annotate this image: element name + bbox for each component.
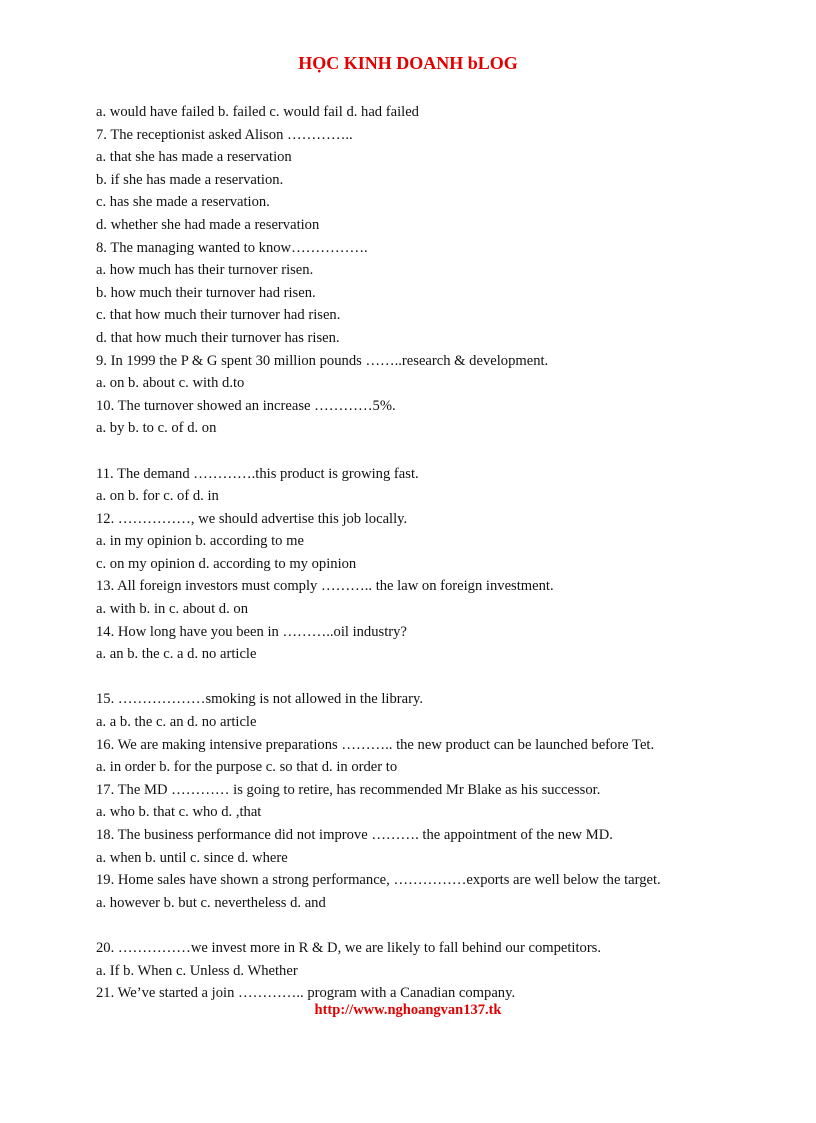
page-title: HỌC KINH DOANH bLOG	[298, 53, 518, 73]
question-text: 20. ……………we invest more in R & D, we are likely to fall behind our competitors.	[96, 939, 602, 956]
answer-options: c. on my opinion d. according to my opinion	[96, 555, 357, 572]
question-text: 19. Home sales have shown a strong performance, ……………exports are well below the target.	[96, 872, 661, 889]
blank-line	[96, 914, 776, 937]
blank-line	[96, 440, 776, 463]
answer-options: a. when b. until c. since d. where	[96, 849, 288, 866]
answer-options: a. with b. in c. about d. on	[96, 601, 248, 618]
question-text: 10. The turnover showed an increase …………5%.	[96, 397, 396, 414]
question-text: 15. ………………smoking is not allowed in the library.	[96, 691, 423, 708]
question-text: 18. The business performance did not improve ………. the appointment of the new MD.	[96, 827, 613, 843]
question-text: 9. In 1999 the P & G spent 30 million pounds ……..research & development.	[96, 352, 549, 369]
answer-options: a. that she has made a reservation	[96, 149, 292, 166]
answer-options: c. has she made a reservation.	[96, 194, 270, 211]
answer-options: a. who b. that c. who d. ,that	[96, 804, 262, 821]
document-body	[96, 101, 776, 1005]
answer-options: b. if she has made a reservation.	[96, 171, 284, 188]
answer-options: a. however b. but c. nevertheless d. and	[96, 894, 326, 911]
question-text: 16. We are making intensive preparations ……….. the new product can be launched before Tet.	[96, 736, 655, 753]
answer-options: c. that how much their turnover had risen.	[96, 307, 341, 324]
answer-options: a. would have failed b. failed c. would fail d. had failed	[96, 104, 419, 120]
answer-options: a. in order b. for the purpose c. so that d. in order to	[96, 759, 398, 776]
answer-options: a. how much has their turnover risen.	[96, 262, 314, 279]
answer-options: a. in my opinion b. according to me	[96, 533, 304, 550]
answer-options: d. that how much their turnover has risen.	[96, 329, 340, 346]
answer-options: a. on b. about c. with d.to	[96, 375, 245, 392]
question-text: 8. The managing wanted to know…………….	[96, 239, 368, 256]
question-text: 13. All foreign investors must comply ……….. the law on foreign investment.	[96, 578, 554, 595]
answer-options: a. on b. for c. of d. in	[96, 488, 219, 505]
question-text: 21. We’ve started a join ………….. program with a Canadian company.	[96, 985, 516, 1002]
blank-line	[96, 666, 776, 689]
question-text: 12. ……………, we should advertise this job locally.	[96, 510, 408, 527]
question-text: 7. The receptionist asked Alison …………..	[96, 126, 353, 143]
answer-options: d. whether she had made a reservation	[96, 216, 320, 233]
footer-link[interactable]: http://www.nghoangvan137.tk	[314, 1002, 502, 1018]
question-text: 17. The MD ………… is going to retire, has recommended Mr Blake as his successor.	[96, 781, 601, 798]
answer-options: a. a b. the c. an d. no article	[96, 714, 257, 731]
answer-options: a. If b. When c. Unless d. Whether	[96, 962, 298, 979]
answer-options: a. an b. the c. a d. no article	[96, 646, 257, 663]
question-text: 14. How long have you been in ………..oil industry?	[96, 623, 407, 640]
question-text: 11. The demand ………….this product is growing fast.	[96, 465, 419, 482]
answer-options: b. how much their turnover had risen.	[96, 284, 316, 301]
answer-options: a. by b. to c. of d. on	[96, 420, 217, 437]
